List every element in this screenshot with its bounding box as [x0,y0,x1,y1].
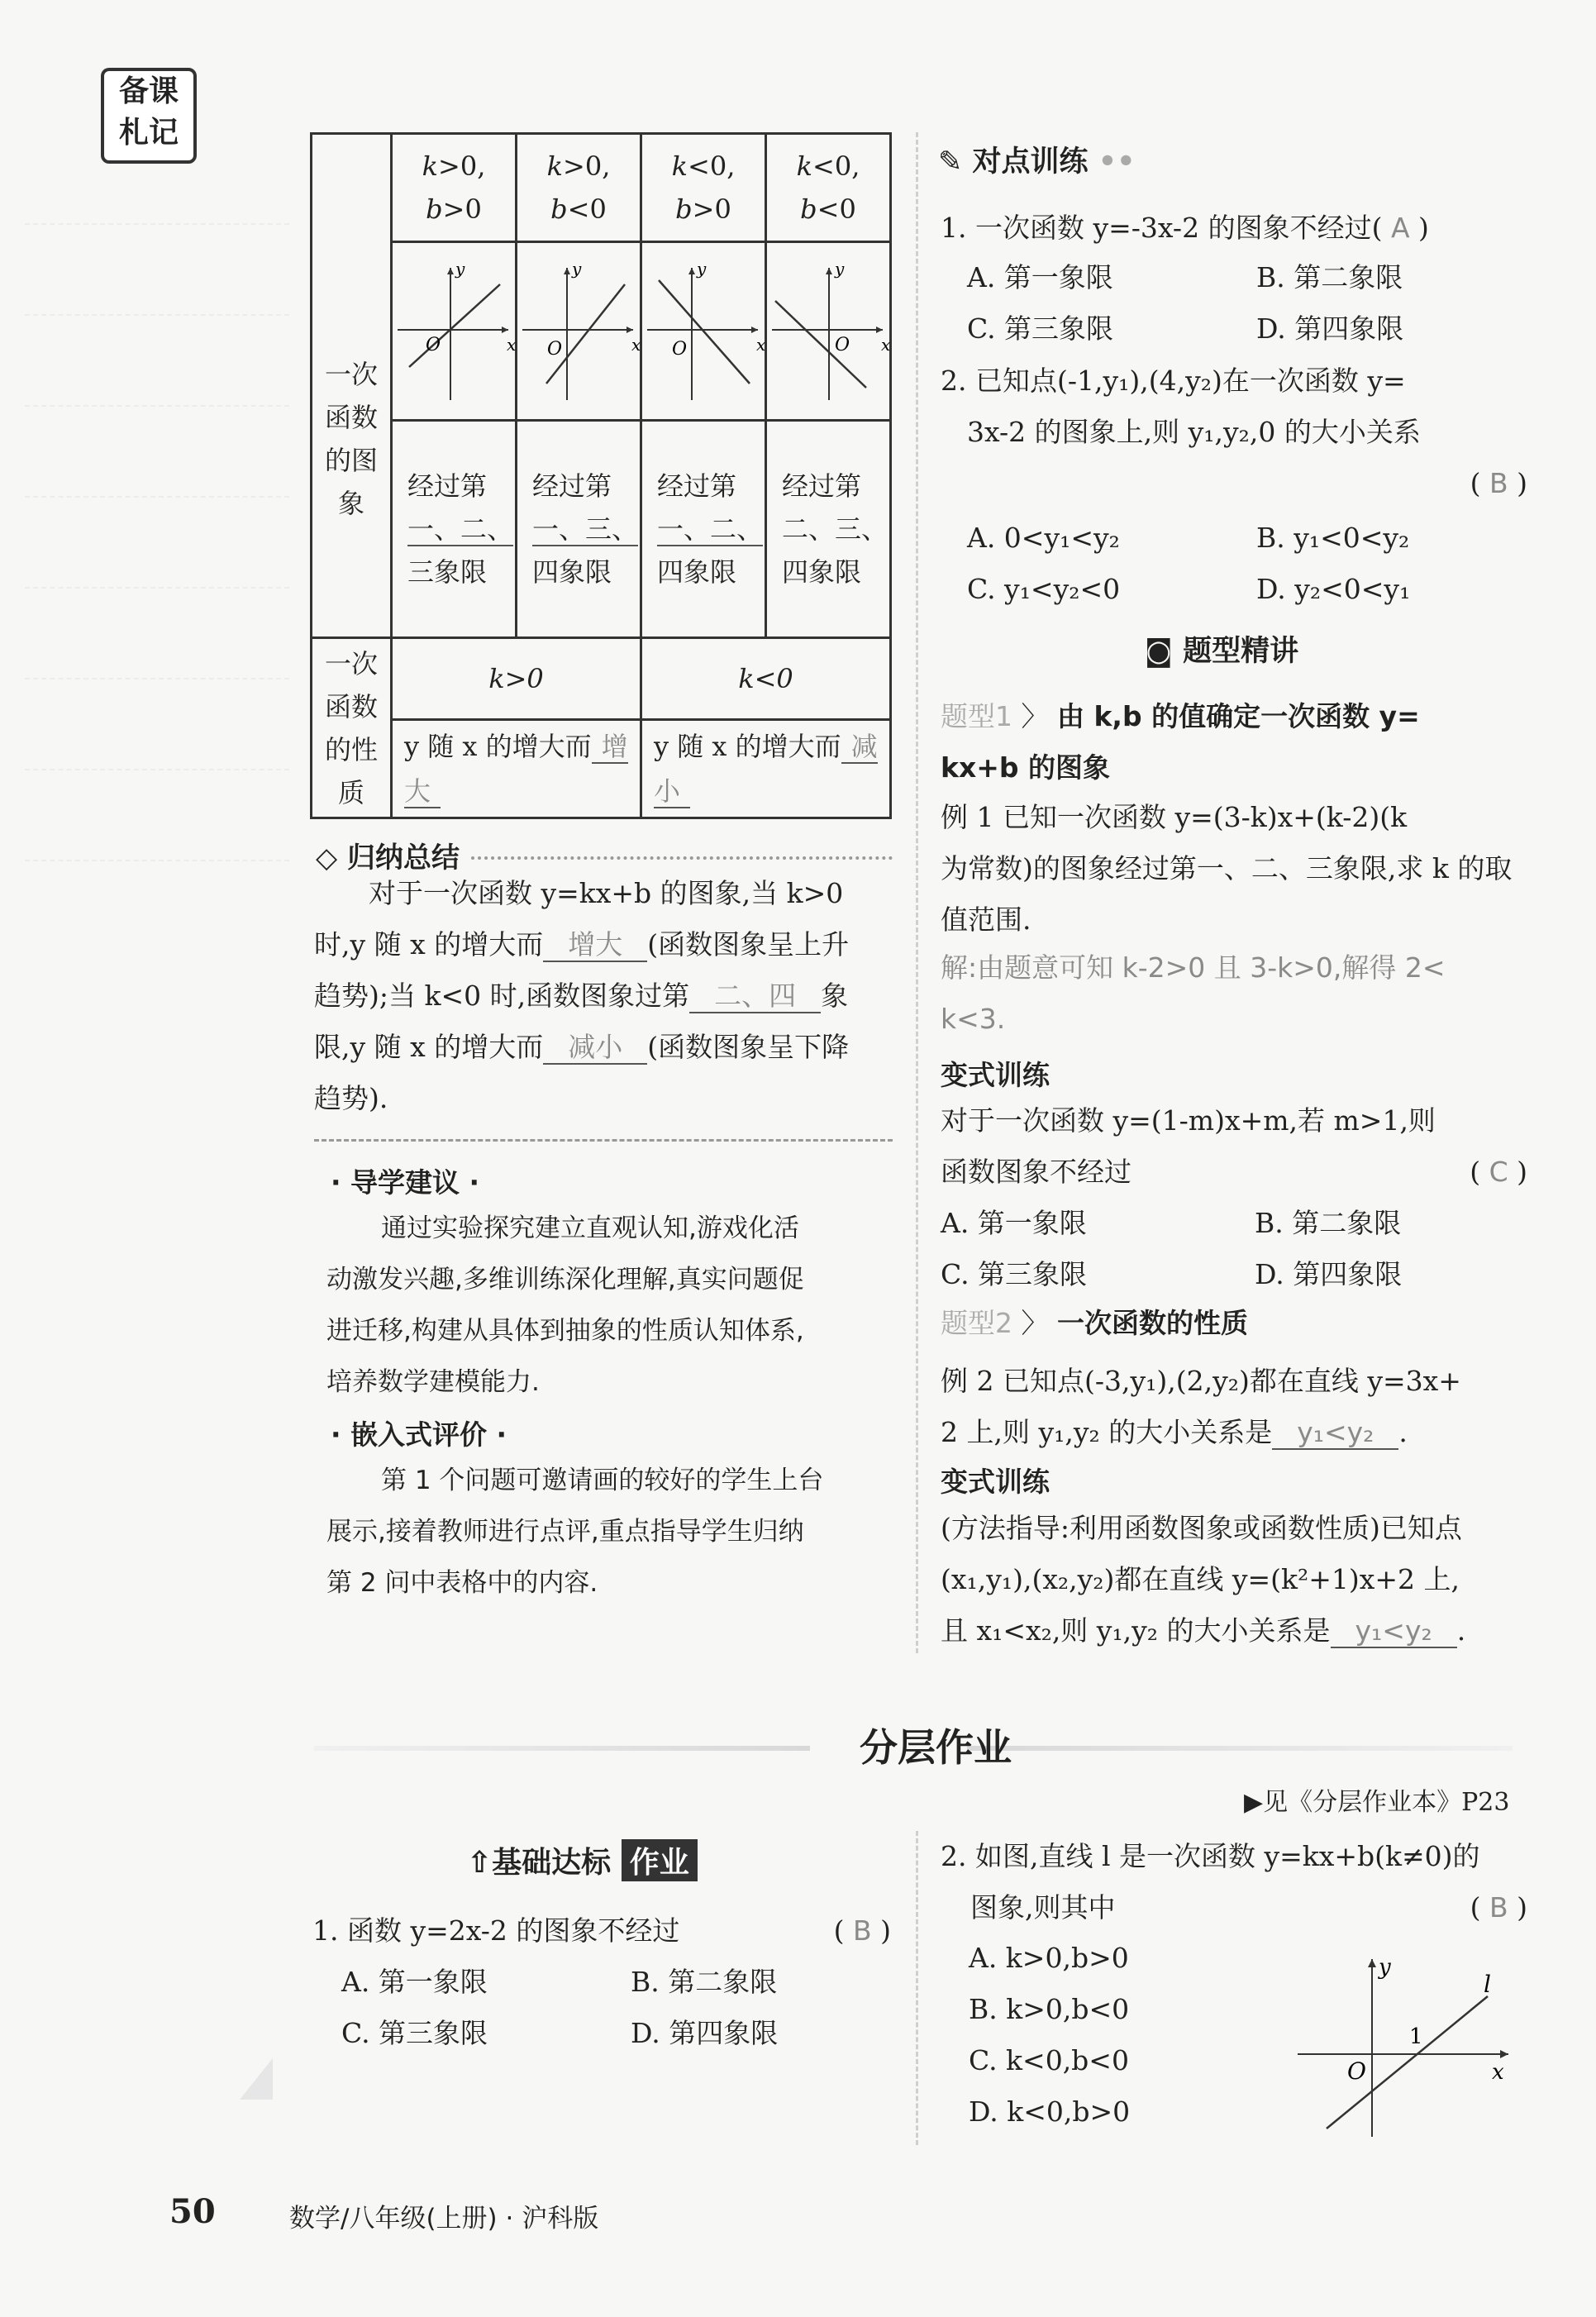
graph-k-neg-b-pos [642,243,765,407]
intercept-label: 1 [1409,2024,1423,2049]
variant1: 对于一次函数 y=(1-m)x+m,若 m>1,则 函数图象不经过 ( C ) A. 第一象限 B. 第二象限 C. 第三象限 D. 第四象限 [941,1104,1527,1290]
homework-title: 分层作业 [860,1725,1012,1770]
increase-property-cell: y 随 x 的增大而 增大 [392,720,641,818]
origin-label: O [1347,2057,1366,2085]
linear-function-table [310,132,892,819]
graph-cell [517,242,641,421]
practice-q2: 2. 已知点(-1,y₁),(4,y₂)在一次函数 y= 3x-2 的图象上,则 y₁,y₂,0 的大小关系 ( B ) [941,365,1527,499]
svg-text:O: O [426,335,441,355]
k-positive-cell: k>0 [392,638,641,720]
k-negative-cell: k<0 [641,638,891,720]
svg-text:O: O [835,335,850,355]
table-header: k<0, b>0 [641,134,766,242]
homework-q2: 2. 如图,直线 l 是一次函数 y=kx+b(k≠0)的 图象,则其中 ( B ) [941,1840,1527,1924]
graph-k-pos-b-neg [517,243,640,407]
table-header: k<0, b<0 [766,134,891,242]
homework-tag: 作业 [622,1839,698,1881]
graph-k-neg-b-neg [767,243,889,407]
quadrant-cell: 经过第 一、二、 四象限 [641,421,766,638]
evaluation-title: · 嵌入式评价 · [331,1418,507,1451]
svg-text:x: x [507,335,517,355]
svg-text:y: y [572,259,582,279]
variant2: (方法指导:利用函数图象或函数性质)已知点 (x₁,y₁),(x₂,y₂)都在直线 y=(k²+1)x+2 上, 且 x₁<x₂,则 y₁,y₂ 的大小关系是 y₁<y₂ . [941,1512,1466,1647]
svg-text:x: x [756,335,766,355]
summary-text: 对于一次函数 y=kx+b 的图象,当 k>0 时,y 随 x 的增大而 增大 (函数图象呈上升 趋势);当 k<0 时,函数图象过第 二、四 象 限,y 随 x 的增大而 减小 (函数图象呈下降 趋势). [314,877,850,1114]
practice-q2-options: A. 0<y₁<y₂ B. y₁<0<y₂ C. y₁<y₂<0 D. y₂<0<y₁ [967,522,1411,605]
summary-title: ◇ 归纳总结 [316,841,460,875]
svg-text:O: O [672,339,688,360]
graph-row-label: 一次 函数 的图 象 [312,242,392,638]
practice-q1-options: A. 第一象限 B. 第二象限 C. 第三象限 D. 第四象限 [967,261,1404,345]
svg-text:y: y [455,259,465,279]
lesson-notes-badge [101,68,197,164]
table-header: k>0, b<0 [517,134,641,242]
badge-line-2: 札记 [118,116,179,150]
y-axis-label: y [1379,1955,1391,1980]
guide-title: · 导学建议 · [331,1166,480,1199]
svg-text:x: x [631,335,641,355]
variant2-title: 变式训练 [941,1466,1050,1498]
svg-text:x: x [881,335,891,355]
svg-text:y: y [835,259,845,279]
example1: 例 1 已知一次函数 y=(3-k)x+(k-2)(k 为常数)的图象经过第一、二、三象限,求 k 的取 值范围. [941,801,1513,936]
evaluation-text: 第 1 个问题可邀请画的较好的学生上台 展示,接着教师进行点评,重点指导学生归纳 第 2 问中表格中的内容. [326,1466,824,1598]
page-number: 50 [169,2192,216,2231]
basic-title: ⇧基础达标 作业 [467,1839,698,1881]
types-title: ◙ 题型精讲 [1145,635,1299,668]
graph-cell [392,242,517,421]
homework-reference: ▶见《分层作业本》P23 [1244,1788,1510,1817]
line-l-figure [1289,1951,1513,2141]
practice-title: ✎ 对点训练 •• [938,145,1136,179]
example2: 例 2 已知点(-3,y₁),(2,y₂)都在直线 y=3x+ 2 上,则 y₁,y₂ 的大小关系是 y₁<y₂ . [941,1365,1461,1448]
decrease-property-cell: y 随 x 的增大而 减小 [641,720,891,818]
graph-cell [766,242,891,421]
homework-q1: 1. 函数 y=2x-2 的图象不经过 ( B ) A. 第一象限 B. 第二象限 C. 第三象限 D. 第四象限 [312,1914,891,2049]
book-title: 数学/八年级(上册) · 沪科版 [289,2204,599,2234]
guide-text: 通过实验探究建立直观认知,游戏化活 动激发兴趣,多维训练深化理解,真实问题促 进迁移,构建从具体到抽象的性质认知体系, 培养数学建模能力. [326,1213,804,1397]
badge-line-1: 备课 [118,74,179,108]
x-axis-label: x [1492,2060,1504,2085]
property-row-label: 一次 函数 的性 质 [312,638,392,818]
graph-cell [641,242,766,421]
svg-text:O: O [547,339,563,360]
quadrant-cell: 经过第 一、三、 四象限 [517,421,641,638]
line-label: l [1484,1971,1491,1998]
table-header: k>0, b>0 [392,134,517,242]
quadrant-cell: 经过第 一、二、 三象限 [392,421,517,638]
svg-text:y: y [697,259,707,279]
homework-q2-options: A. k>0,b>0 B. k>0,b<0 C. k<0,b<0 D. k<0,b>0 [969,1942,1131,2128]
variant1-title: 变式训练 [941,1059,1050,1091]
type1-heading: 题型1 〉 由 k,b 的值确定一次函数 y= kx+b 的图象 [941,700,1420,784]
type2-heading: 题型2 〉 一次函数的性质 [941,1307,1248,1339]
graph-k-pos-b-pos [393,243,515,407]
practice-q1: 1. 一次函数 y=-3x-2 的图象不经过( A ) [941,212,1429,244]
example1-solution: 解:由题意可知 k-2>0 且 3-k>0,解得 2< k<3. [941,951,1446,1035]
quadrant-cell: 经过第 二、三、 四象限 [766,421,891,638]
